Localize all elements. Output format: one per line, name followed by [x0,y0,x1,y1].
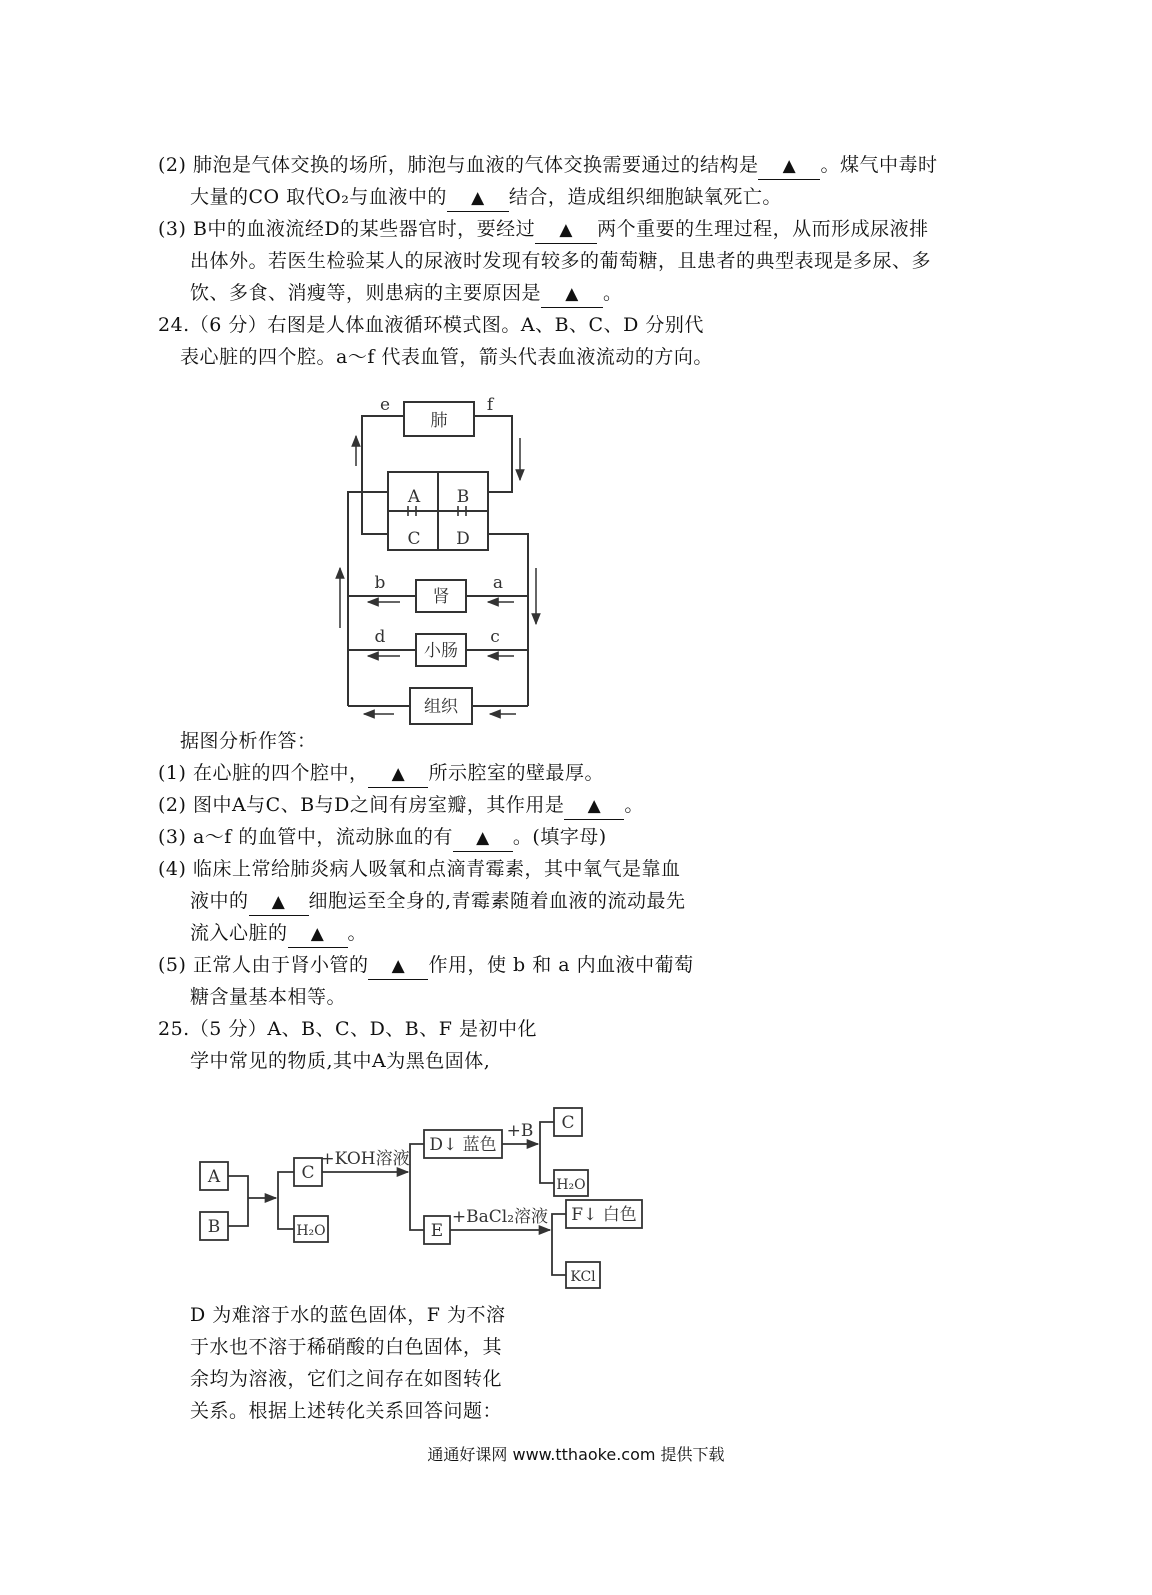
box-b-label: B [207,1217,221,1237]
q24-question4-line1: (4) 临床上常给肺炎病人吸氧和点滴青霉素，其中氧气是靠血 [158,858,681,880]
tissue-label: 组织 [424,697,458,717]
q25-intro-line1: 25.（5 分）A、B、C、D、B、F 是初中化 [158,1018,537,1040]
bacl2-label: +BaCl₂溶液 [451,1207,549,1227]
plus-b-label: +B [506,1121,534,1141]
vessel-e-label: e [379,395,391,415]
q24-prompt: 据图分析作答： [180,730,317,752]
box-a-label: A [207,1167,221,1187]
q25-desc-line4: 关系。根据上述转化关系回答问题： [190,1400,503,1422]
q25-desc-line2: 于水也不溶于稀硝酸的白色固体，其 [190,1336,503,1358]
answer-blank[interactable]: ▲ [535,216,597,244]
q23-part3-line1: (3) B中的血液流经D的某些器官时，要经过 ▲ 两个重要的生理过程，从而形成尿液排 [158,216,929,244]
box-kcl-label: KCl [570,1269,596,1285]
q25-intro-line2: 学中常见的物质,其中A为黑色固体, [190,1050,491,1072]
answer-blank[interactable]: ▲ [541,280,603,308]
answer-blank[interactable]: ▲ [249,888,309,916]
q24-question5-line2: 糖含量基本相等。 [190,986,347,1008]
q24-intro-line1: 24.（6 分）右图是人体血液循环模式图。A、B、C、D 分别代 [158,314,704,336]
koh-label: +KOH溶液 [320,1149,410,1169]
q24-question2: (2) 图中A与C、B与D之间有房室瓣，其作用是 ▲ 。 [158,792,644,820]
vessel-a-label: a [492,573,504,593]
vessel-c-label: c [490,627,500,647]
box-h2o2-label: H₂O [556,1177,586,1193]
answer-blank[interactable]: ▲ [453,824,513,852]
q24-question5-line1: (5) 正常人由于肾小管的 ▲ 作用，使 b 和 a 内血液中葡萄 [158,952,694,980]
answer-blank[interactable]: ▲ [758,152,820,180]
q23-part3-line3: 饮、多食、消瘦等，则患病的主要原因是 ▲ 。 [190,280,623,308]
q24-question4-line2: 液中的 ▲ 细胞运至全身的,青霉素随着血液的流动最先 [190,888,686,916]
box-f-label: F↓ 白色 [571,1205,637,1225]
q24-question3: (3) a～f 的血管中，流动脉血的有 ▲ 。(填字母) [158,824,607,852]
q23-part3-line2: 出体外。若医生检验某人的尿液时发现有较多的葡萄糖，且患者的典型表现是多尿、多 [190,250,932,272]
answer-blank[interactable]: ▲ [368,760,428,788]
vessel-b-label: b [374,573,386,593]
q24-question4-line3: 流入心脏的 ▲ 。 [190,920,367,948]
chamber-c-label: C [407,529,421,549]
q25-desc-line3: 余均为溶液，它们之间存在如图转化 [190,1368,503,1390]
answer-blank[interactable]: ▲ [564,792,624,820]
lung-label: 肺 [430,411,448,431]
chemistry-conversion-diagram [190,1098,660,1293]
kidney-label: 肾 [432,587,450,607]
q24-question1: (1) 在心脏的四个腔中， ▲ 所示腔室的壁最厚。 [158,760,604,788]
answer-blank[interactable]: ▲ [288,920,348,948]
q24-intro-line2: 表心脏的四个腔。a～f 代表血管，箭头代表血液流动的方向。 [180,346,713,368]
box-d-label: D↓ 蓝色 [429,1135,497,1155]
answer-blank[interactable]: ▲ [447,184,509,212]
chamber-a-label: A [407,487,421,507]
blood-circulation-diagram [330,388,560,733]
box-c2-label: C [561,1113,575,1133]
page-footer: 通通好课网 www.tthaoke.com 提供下载 [427,1445,725,1464]
box-c-label: C [301,1163,315,1183]
q23-part2-line2: 大量的CO 取代O₂与血液中的 ▲ 结合，造成组织细胞缺氧死亡。 [190,184,782,212]
vessel-f-label: f [486,395,494,415]
chamber-d-label: D [456,529,470,549]
answer-blank[interactable]: ▲ [368,952,428,980]
q25-desc-line1: D 为难溶于水的蓝色固体，F 为不溶 [190,1304,506,1326]
vessel-d-label: d [374,627,386,647]
box-h2o-label: H₂O [296,1223,326,1239]
intestine-label: 小肠 [424,641,458,661]
chamber-b-label: B [456,487,470,507]
box-e-label: E [430,1221,444,1241]
q23-part2-line1: (2) 肺泡是气体交换的场所，肺泡与血液的气体交换需要通过的结构是 ▲ 。煤气中毒时 [158,152,937,180]
